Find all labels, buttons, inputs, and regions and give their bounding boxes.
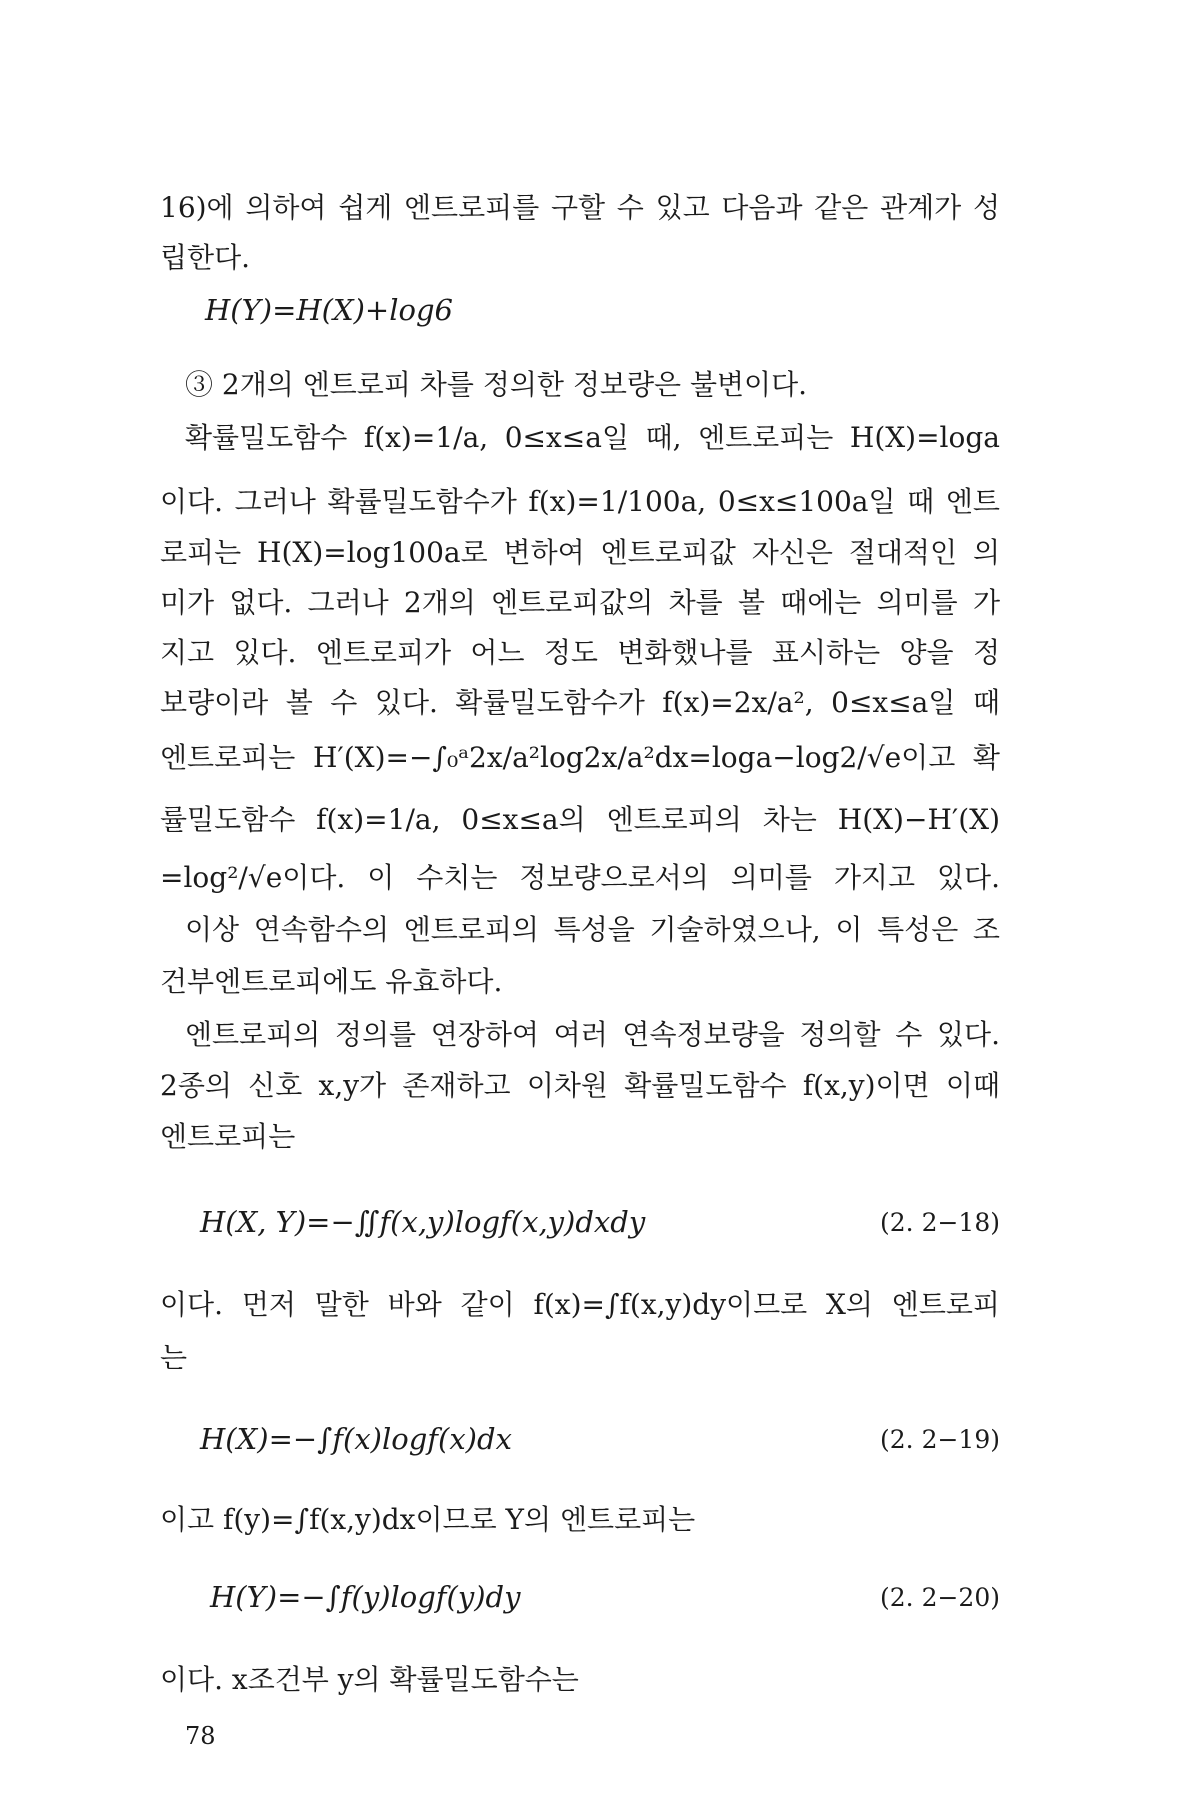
text-line: 이다. x조건부 y의 확률밀도함수는 [160, 1663, 579, 1696]
equation-number: (2. 2−19) [880, 1425, 1000, 1454]
equation-2-2-20: H(Y)=−∫f(y)logf(y)dy [210, 1580, 521, 1614]
equation-2-2-19: H(X)=−∫f(x)logf(x)dx [200, 1422, 512, 1456]
text-line: 립한다. [160, 241, 251, 274]
text-line: 지고 있다. 엔트로피가 어느 정도 변화했나를 표시하는 양을 정 [160, 636, 1000, 669]
text-line: 건부엔트로피에도 유효하다. [160, 965, 503, 998]
numbered-item: ③ 2개의 엔트로피 차를 정의한 정보량은 불변이다. [185, 368, 808, 401]
text-line: 2종의 신호 x,y가 존재하고 이차원 확률밀도함수 f(x,y)이면 이때 [160, 1069, 1000, 1102]
text-line: 엔트로피는 [160, 1120, 296, 1153]
text-line: 이상 연속함수의 엔트로피의 특성을 기술하였으나, 이 특성은 조 [185, 913, 1000, 946]
text-line: 확률밀도함수 f(x)=1/a, 0≤x≤a일 때, 엔트로피는 H(X)=loga [185, 421, 1000, 454]
text-line: 16)에 의하여 쉽게 엔트로피를 구할 수 있고 다음과 같은 관계가 성 [160, 191, 1000, 224]
text-line: 는 [160, 1341, 188, 1374]
text-line: 엔트로피는 H′(X)=−∫₀ᵃ2x/a²log2x/a²dx=loga−log2/√e이고 확 [160, 741, 1000, 774]
equation-2-2-18: H(X, Y)=−∬f(x,y)logf(x,y)dxdy [200, 1205, 646, 1239]
equation: H(Y)=H(X)+log6 [205, 293, 453, 327]
text-line: 이고 f(y)=∫f(x,y)dx이므로 Y의 엔트로피는 [160, 1503, 696, 1536]
equation-number: (2. 2−20) [880, 1583, 1000, 1612]
text-line: 엔트로피의 정의를 연장하여 여러 연속정보량을 정의할 수 있다. [185, 1018, 1000, 1051]
text-line: 로피는 H(X)=log100a로 변하여 엔트로피값 자신은 절대적인 의 [160, 536, 1000, 569]
equation-number: (2. 2−18) [880, 1208, 1000, 1237]
text-line: 이다. 그러나 확률밀도함수가 f(x)=1/100a, 0≤x≤100a일 때 엔트 [160, 485, 1000, 518]
text-line: =log²/√e이다. 이 수치는 정보량으로서의 의미를 가지고 있다. [160, 861, 1000, 894]
text-line: 보량이라 볼 수 있다. 확률밀도함수가 f(x)=2x/a², 0≤x≤a일 때 [160, 686, 1000, 719]
text-line: 률밀도함수 f(x)=1/a, 0≤x≤a의 엔트로피의 차는 H(X)−H′(X) [160, 803, 1000, 836]
page-number: 78 [185, 1722, 216, 1750]
text-line: 이다. 먼저 말한 바와 같이 f(x)=∫f(x,y)dy이므로 X의 엔트로피 [160, 1288, 1000, 1321]
text-line: 미가 없다. 그러나 2개의 엔트로피값의 차를 볼 때에는 의미를 가 [160, 586, 1000, 619]
